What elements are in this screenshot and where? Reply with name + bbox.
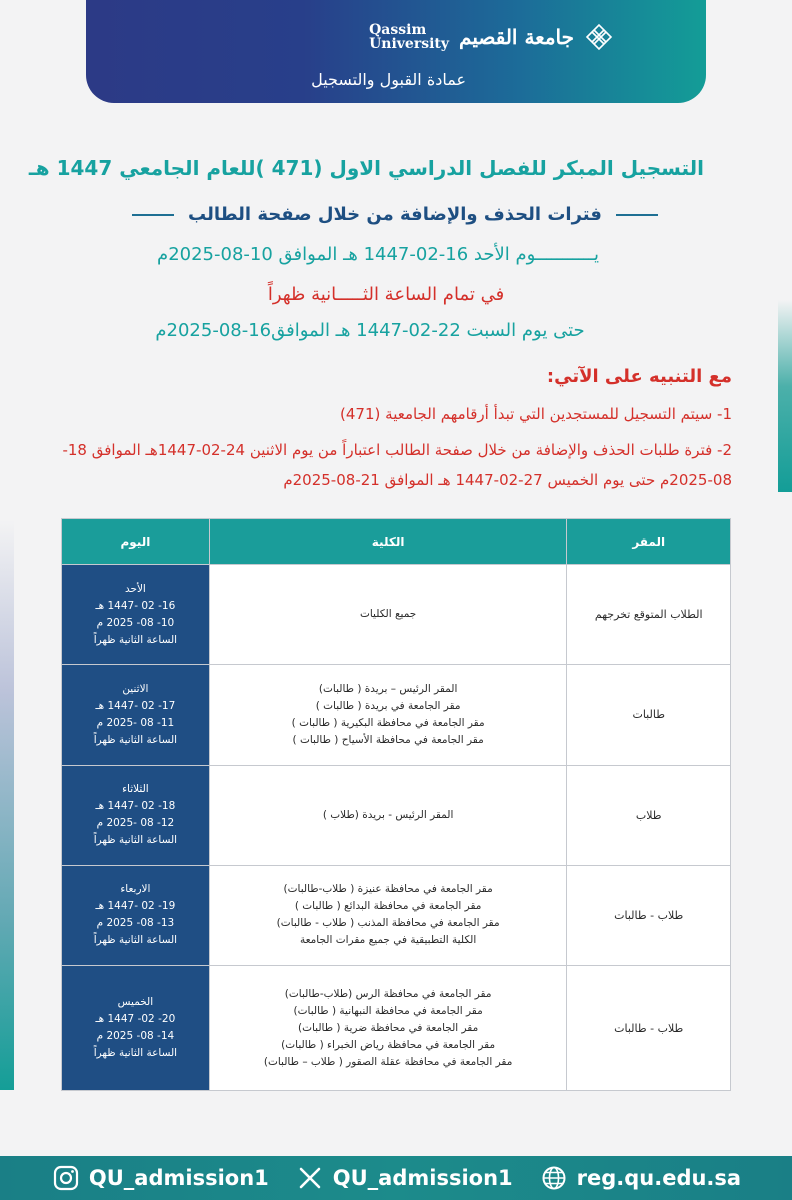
end-date: حتى يوم السبت 22-02-1447 هـ الموافق16-08-2025م [155, 320, 585, 341]
logo-arabic: جامعة القصيم [459, 25, 574, 49]
table-row [62, 865, 731, 965]
department-name: عمادة القبول والتسجيل [311, 70, 466, 89]
row-day [62, 565, 210, 665]
college-line: مقر الجامعة في محافظة الأسياح ( طالبات ) [292, 733, 484, 746]
day-hijri: 18- 02 -1447 هـ [95, 800, 176, 813]
x-link[interactable] [295, 1163, 513, 1193]
header-day: اليوم [62, 519, 210, 565]
header-location: المقر [567, 519, 731, 565]
day-time: الساعة الثانية ظهراً [93, 733, 178, 746]
start-time: في تمام الساعة الثـــــانية ظهراً [267, 284, 505, 305]
website-link[interactable] [539, 1163, 741, 1193]
day-time: الساعة الثانية ظهراً [93, 633, 178, 646]
table-header-row [62, 519, 731, 565]
day-name: الخميس [117, 996, 154, 1008]
notes-heading: مع التنبيه على الآتي: [546, 366, 732, 387]
day-name: الثلاثاء [122, 783, 149, 796]
note-item-1: 1- سيتم التسجيل للمستجدين التي تبدأ أرقامهم الجامعية (471) [340, 405, 732, 423]
college-line: مقر الجامعة في محافظة النبهانية ( طالبات) [293, 1004, 483, 1017]
instagram-icon [51, 1163, 81, 1193]
x-handle: QU_admission1 [332, 1166, 513, 1190]
college-line: مقر الجامعة في محافظة الرس (طلاب-طالبات) [284, 987, 492, 1000]
schedule-table [61, 518, 731, 1091]
x-logo-icon [295, 1163, 325, 1193]
row-day [62, 865, 210, 965]
instagram-link[interactable] [51, 1163, 269, 1193]
table-row [62, 665, 731, 765]
row-location: الطلاب المتوقع تخرجهم [567, 565, 731, 665]
row-colleges [209, 665, 567, 765]
college-line: جميع الكليات [359, 608, 417, 621]
row-day [62, 966, 210, 1091]
day-time: الساعة الثانية ظهراً [93, 1047, 178, 1059]
instagram-handle: QU_admission1 [88, 1166, 269, 1190]
day-hijri: 19- 02 -1447 هـ [95, 900, 176, 913]
decorative-bar-right [778, 300, 792, 492]
row-location: طلاب - طالبات [567, 966, 731, 1091]
day-name: الأحد [124, 582, 146, 595]
logo-en-line1: Qassim [369, 22, 427, 38]
start-date: يـــــــــــوم الأحد 16-02-1447 هـ الموافق 10-08-2025م [157, 244, 599, 265]
row-colleges [209, 565, 567, 665]
logo-english [369, 23, 449, 51]
day-gregorian: 11- 08 -2025 م [96, 716, 175, 729]
college-line: الكلية التطبيقية في جميع مقرات الجامعة [299, 934, 477, 947]
college-line: مقر الجامعة في محافظة رياض الخبراء ( طالبات) [281, 1038, 496, 1051]
row-day [62, 665, 210, 765]
row-colleges [209, 865, 567, 965]
table-row [62, 765, 731, 865]
day-time: الساعة الثانية ظهراً [93, 834, 178, 847]
university-emblem-icon [584, 22, 614, 52]
row-location: طلاب - طالبات [567, 865, 731, 965]
subtitle-row [110, 204, 680, 225]
logo-en-line2: University [369, 36, 450, 52]
day-hijri: 16- 02 -1447 هـ [95, 599, 176, 612]
college-line: مقر الجامعة في محافظة المذنب ( طلاب - طالبات) [276, 917, 500, 930]
footer-bar [0, 1156, 792, 1200]
header-college: الكلية [209, 519, 567, 565]
day-hijri: 20- 02- 1447 هـ [95, 1013, 176, 1025]
university-logo [369, 22, 614, 52]
day-gregorian: 14- 08- 2025 م [96, 1030, 175, 1042]
day-gregorian: 10- 08- 2025 م [96, 616, 175, 629]
table-row [62, 966, 731, 1091]
page-title: التسجيل المبكر للفصل الدراسي الاول (471 )للعام الجامعي 1447 هـ [28, 156, 704, 180]
day-gregorian: 12- 08 -2025 م [96, 817, 175, 830]
college-line: مقر الجامعة في محافظة عنيزة ( طلاب-طالبات) [283, 883, 493, 896]
globe-icon [539, 1163, 569, 1193]
row-location: طلاب [567, 765, 731, 865]
subtitle-line-left [132, 214, 174, 216]
header-banner [86, 0, 706, 103]
table-row [62, 565, 731, 665]
day-name: الاثنين [122, 682, 149, 695]
college-line: المقر الرئيس – بريدة ( طالبات) [318, 682, 458, 695]
college-line: مقر الجامعة في محافظة البدائع ( طالبات ) [294, 900, 482, 913]
row-day [62, 765, 210, 865]
day-hijri: 17- 02 -1447 هـ [95, 699, 176, 712]
college-line: المقر الرئيس - بريدة (طلاب ) [322, 808, 454, 821]
decorative-bar-left [0, 520, 14, 1090]
college-line: مقر الجامعة في محافظة ضرية ( طالبات) [297, 1021, 479, 1034]
row-colleges [209, 765, 567, 865]
day-time: الساعة الثانية ظهراً [93, 934, 178, 947]
note-item-2: 2- فترة طلبات الحذف والإضافة من خلال صفحة الطالب اعتباراً من يوم الاثنين 24-02-1447هـ الموافق 18-08-2025م حتى يوم الخميس 27-02-1447 هـ الموافق 21-08-2025م [62, 441, 732, 489]
day-name: الاربعاء [120, 883, 151, 896]
row-location: طالبات [567, 665, 731, 765]
subtitle-line-right [616, 214, 658, 216]
website-url: reg.qu.edu.sa [576, 1166, 742, 1190]
college-line: مقر الجامعة في محافظة البكيرية ( طالبات ) [291, 716, 485, 729]
day-gregorian: 13- 08- 2025 م [96, 917, 175, 930]
subtitle: فترات الحذف والإضافة من خلال صفحة الطالب [188, 204, 602, 225]
row-colleges [209, 966, 567, 1091]
college-line: مقر الجامعة في محافظة عقلة الصقور ( طلاب – طالبات) [263, 1055, 513, 1068]
college-line: مقر الجامعة في بريدة ( طالبات ) [315, 699, 461, 712]
